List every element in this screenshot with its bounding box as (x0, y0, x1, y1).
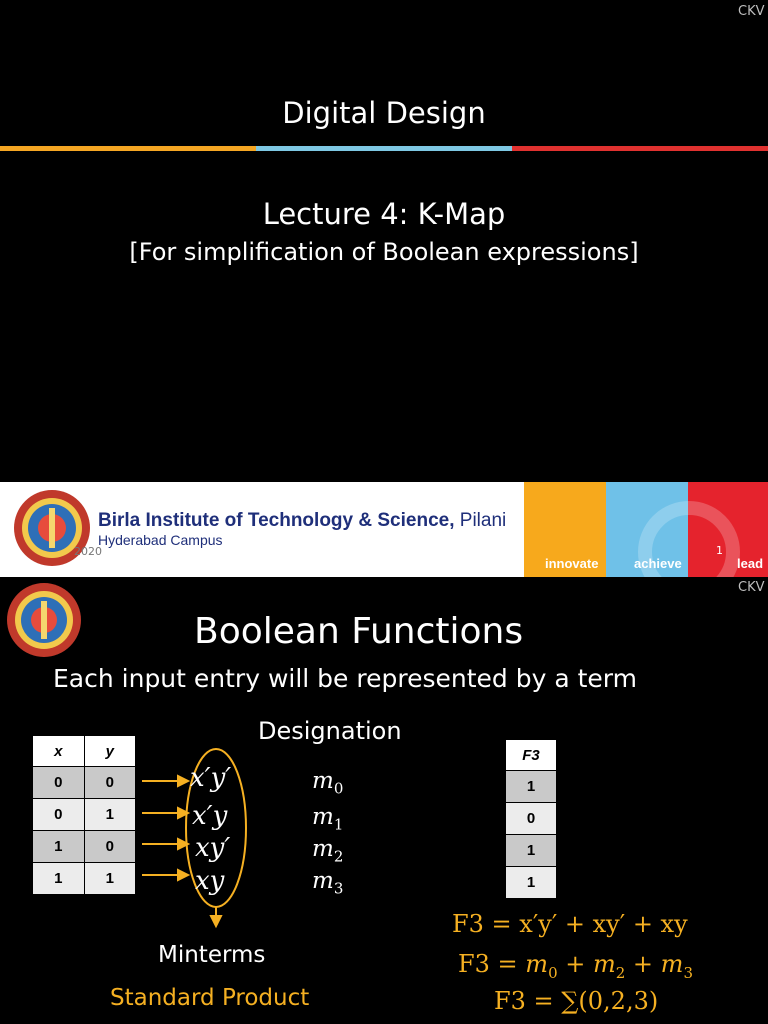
equation-minterms: $F3 = m_0 + m_2 + m_3$ (458, 950, 693, 982)
page-number: 1 (716, 544, 723, 557)
column-header-f3: F3 (506, 740, 557, 771)
institute-name (98, 510, 506, 532)
table-row (506, 803, 557, 835)
table-cell: 1 (506, 867, 557, 899)
corner-tag: CKV (738, 4, 765, 19)
term-row-0: x′y′ (190, 763, 232, 793)
lecture-title: Lecture 4: K-Map (262, 197, 506, 231)
table-row (506, 771, 557, 803)
table-cell: 1 (33, 831, 85, 863)
table-cell: 1 (84, 863, 136, 895)
equation-sigma: F3 = ∑(0,2,3) (494, 987, 659, 1015)
table-cell: 0 (33, 799, 85, 831)
title-rule-red (512, 146, 768, 151)
table-row (506, 867, 557, 899)
table-cell: 1 (506, 835, 557, 867)
eq-term: m (592, 950, 616, 978)
minterm-base: m (312, 836, 334, 862)
table-row (506, 835, 557, 867)
table-cell: 0 (84, 767, 136, 799)
term-row-2: xy′ (195, 833, 231, 863)
table-cell: 1 (84, 799, 136, 831)
arrow-head-icon (178, 870, 188, 880)
tagline-innovate: innovate (545, 556, 599, 571)
minterm-base: m (312, 868, 334, 894)
minterm-index: 0 (333, 779, 344, 798)
tagline-lead: lead (737, 556, 764, 571)
slide-title: Boolean Functions (194, 611, 524, 652)
table-row (33, 863, 136, 895)
minterm-base: m (312, 804, 334, 830)
minterm-index: 2 (333, 847, 344, 866)
truth-table (32, 735, 136, 895)
minterm-m3 (312, 868, 343, 898)
lecture-subtitle: [For simplification of Boolean expressions] (129, 238, 639, 266)
slide-subtitle: Each input entry will be represented by a term (53, 664, 637, 693)
eq-index: 0 (548, 963, 558, 982)
term-row-1: x′y (192, 801, 228, 831)
table-cell: 0 (84, 831, 136, 863)
minterms-label: Minterms (158, 942, 266, 968)
minterm-index: 3 (333, 879, 344, 898)
course-title: Digital Design (282, 96, 486, 130)
column-header-y: y (84, 736, 136, 767)
table-row (33, 799, 136, 831)
table-row (33, 831, 136, 863)
institute-name-main: Birla Institute of Technology & Science, (98, 510, 455, 531)
minterm-m2 (312, 836, 343, 866)
institute-place: Pilani (459, 510, 507, 531)
equation-sop: F3 = x′y′ + xy′ + xy (452, 910, 688, 938)
title-rule-blue (256, 146, 512, 151)
arrow-down-icon (211, 916, 221, 926)
designation-label: Designation (258, 717, 402, 745)
title-rule-orange (0, 146, 256, 151)
eq-index: 3 (683, 963, 693, 982)
table-cell: 1 (33, 863, 85, 895)
bits-logo (4, 580, 84, 660)
arrow-head-icon (178, 776, 188, 786)
corner-tag: CKV (738, 580, 765, 595)
table-row (33, 767, 136, 799)
year-label: 2020 (74, 545, 102, 558)
minterm-index: 1 (333, 815, 344, 834)
minterm-m0 (312, 768, 343, 798)
table-cell: 0 (506, 803, 557, 835)
minterm-base: m (312, 768, 334, 794)
tagline-achieve: achieve (634, 556, 682, 571)
term-row-3: xy (195, 866, 225, 896)
column-header-x: x (33, 736, 85, 767)
minterm-m1 (312, 804, 343, 834)
standard-product-label: Standard Product (110, 985, 310, 1011)
eq-term: m (525, 950, 549, 978)
campus-name: Hyderabad Campus (98, 532, 223, 548)
table-cell: 1 (506, 771, 557, 803)
eq-index: 2 (615, 963, 626, 982)
equation-prefix: F3 = (458, 950, 526, 978)
f3-table (505, 739, 557, 899)
table-cell: 0 (33, 767, 85, 799)
eq-term: m (660, 950, 684, 978)
